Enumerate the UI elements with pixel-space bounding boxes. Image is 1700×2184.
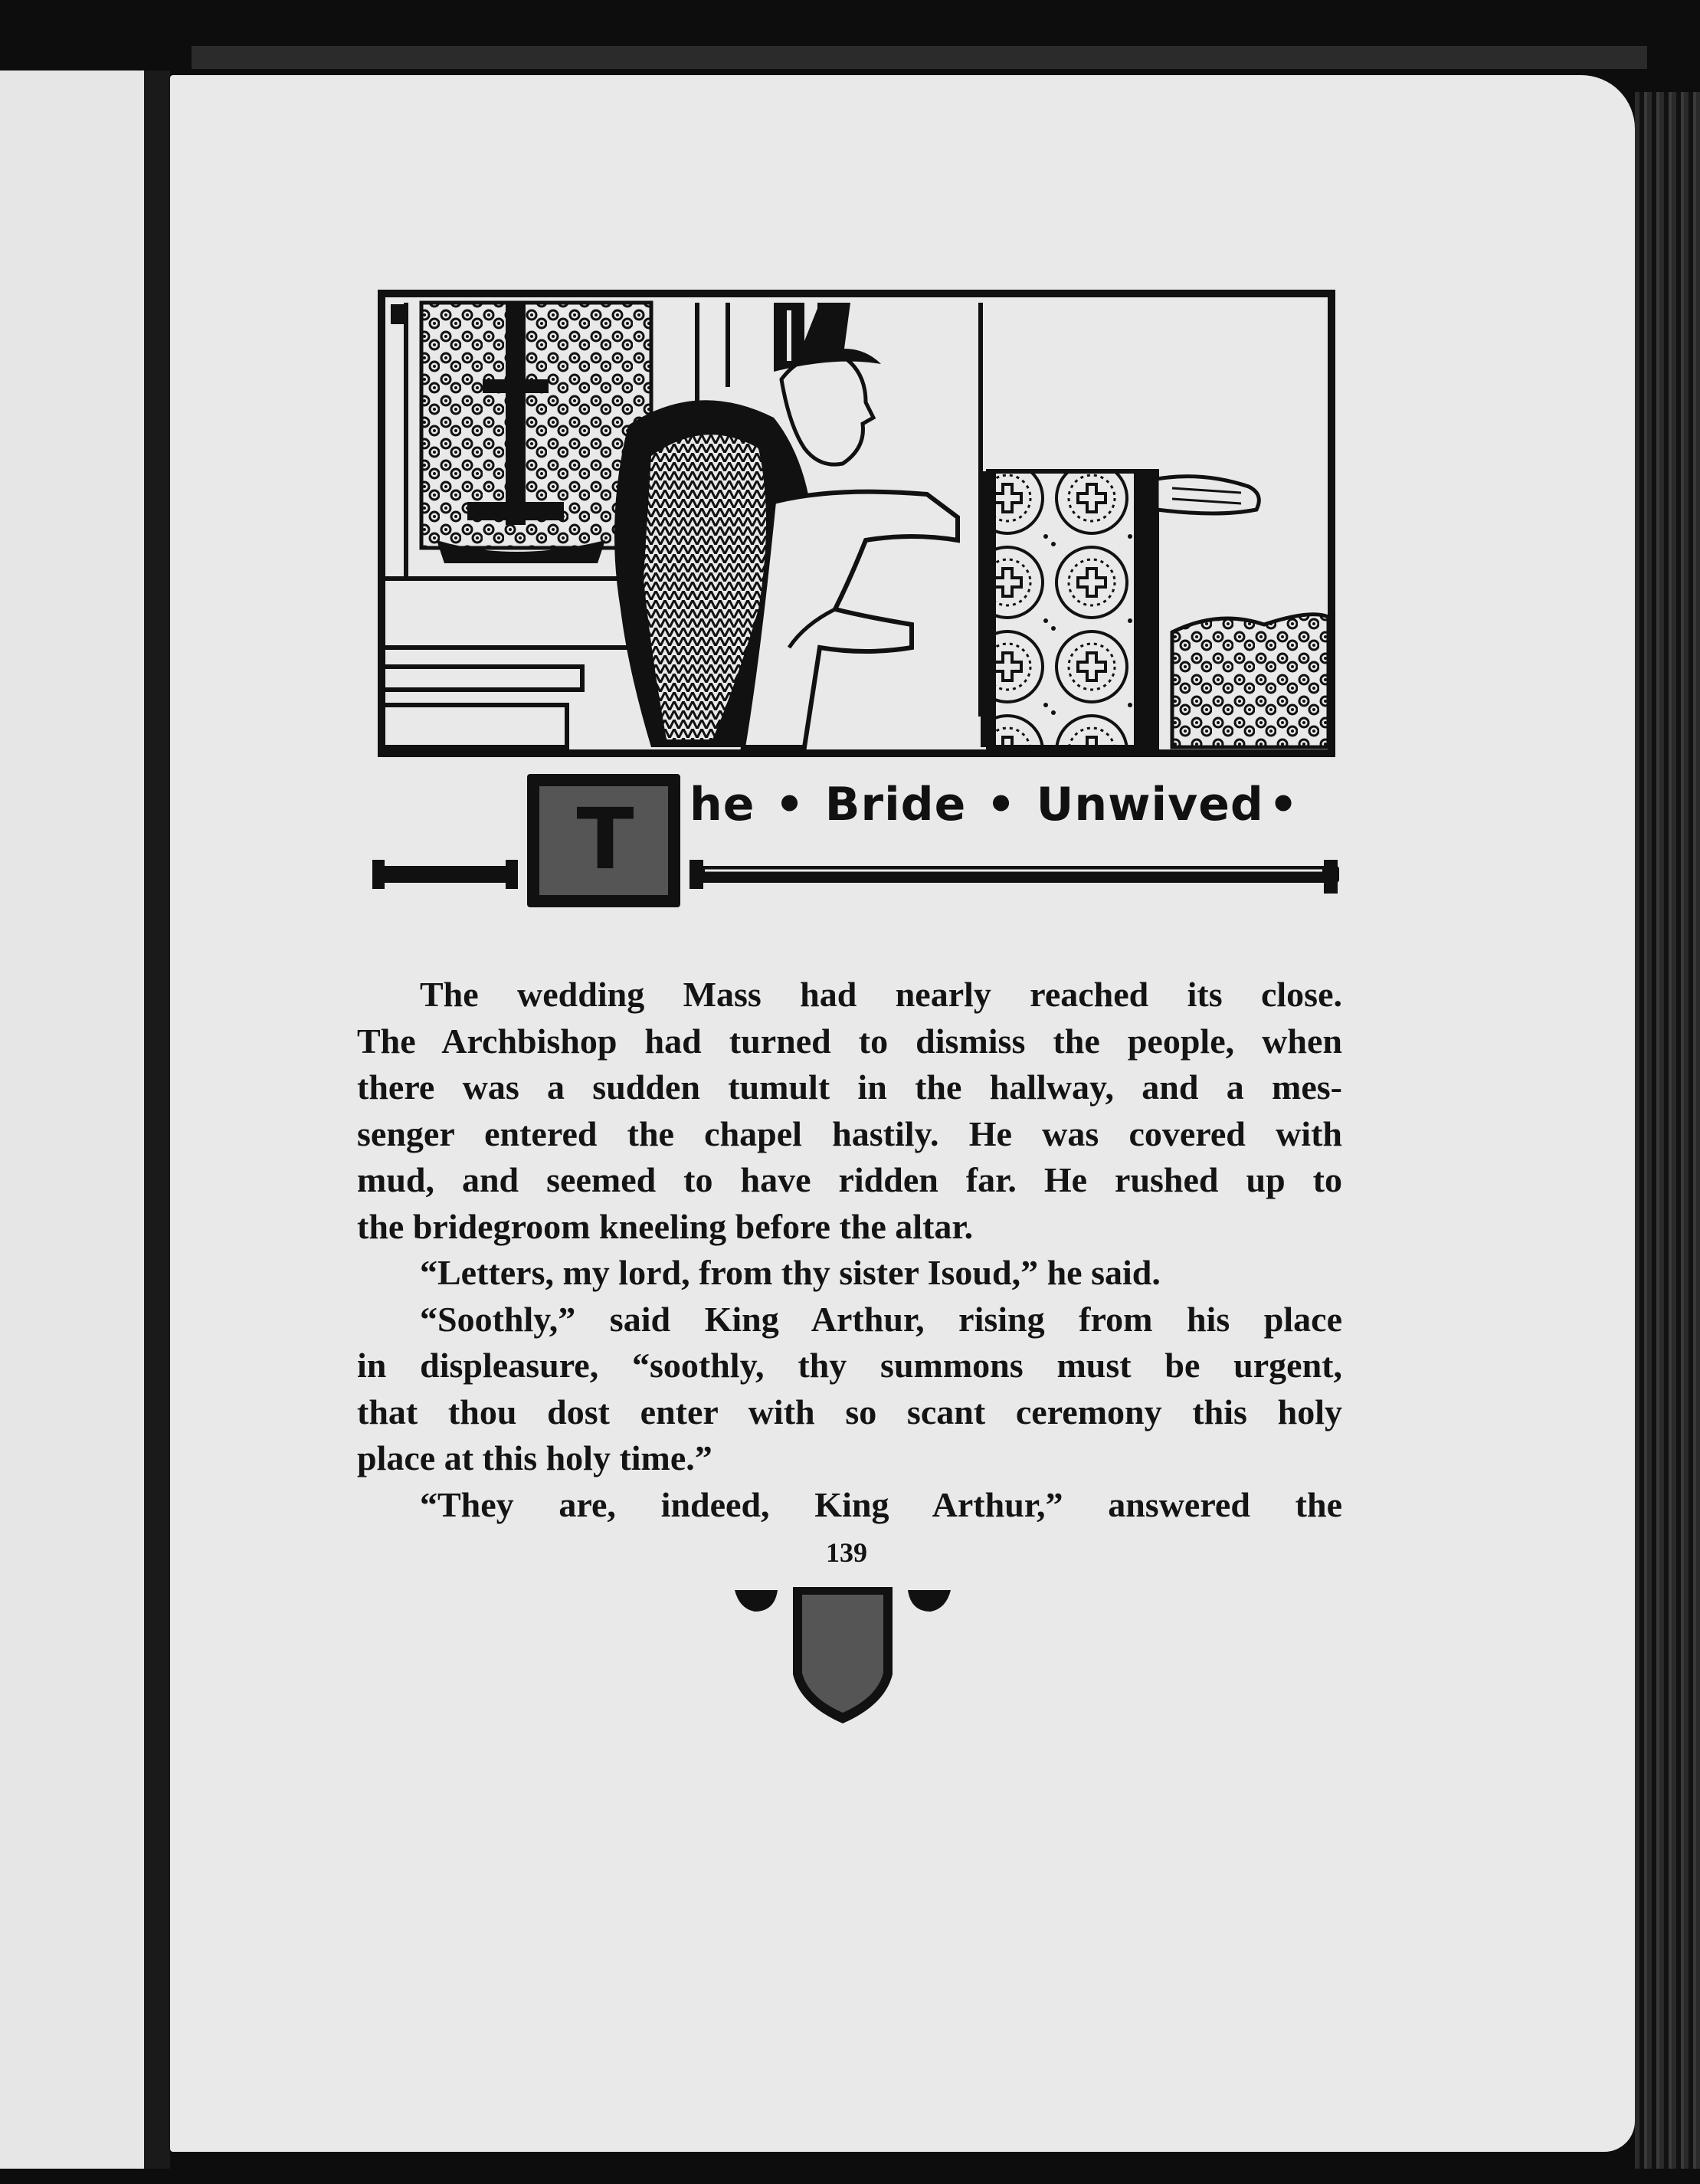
text-line: senger entered the chapel hastily. He was covered with (357, 1113, 1342, 1153)
text-line: that thou dost enter with so scant ceremony this holy (357, 1392, 1342, 1431)
tailpiece-ornament (732, 1582, 954, 1728)
headpiece-illustration (375, 287, 1338, 762)
chapter-title (689, 770, 1348, 839)
paragraph-last-line (357, 1204, 1342, 1251)
archbishop-altar-illustration (375, 287, 1338, 762)
book-gutter (144, 71, 170, 2169)
paragraph (357, 1250, 1342, 1297)
title-separator: • (775, 778, 805, 831)
text-line: “Soothly,” said King Arthur, rising from his place (420, 1299, 1342, 1339)
title-separator: • (1268, 778, 1299, 831)
left-page-edge (0, 71, 144, 2169)
paragraph (357, 1297, 1342, 1436)
body-text (357, 972, 1342, 1528)
title-word-unwived: Unwived (1036, 778, 1264, 831)
text-line: there was a sudden tumult in the hallway, and a mes- (357, 1067, 1342, 1107)
title-word-bride: Bride (824, 778, 967, 831)
text-line: place at this holy time.” (357, 1438, 712, 1477)
title-separator: • (986, 778, 1017, 831)
text-line: in displeasure, “soothly, thy summons must be urgent, (357, 1346, 1342, 1385)
text-line: The Archbishop had turned to dismiss the people, when (357, 1021, 1342, 1061)
text-line: “Letters, my lord, from thy sister Isoud,” he said. (420, 1253, 1161, 1292)
shield-ornament (732, 1582, 954, 1728)
page-number: 139 (826, 1537, 867, 1568)
book-top-edge (192, 46, 1647, 69)
text-line: the bridegroom kneeling before the altar. (357, 1206, 974, 1246)
text-line: mud, and seemed to have ridden far. He rushed up to (357, 1160, 1342, 1199)
paragraph (357, 1482, 1342, 1529)
drop-initial: T (576, 790, 634, 888)
paragraph (357, 972, 1342, 1204)
paragraph-last-line (357, 1435, 1342, 1482)
text-line: “They are, indeed, King Arthur,” answered the (420, 1484, 1342, 1524)
title-rest: he (689, 778, 755, 831)
book-fore-edge (1635, 92, 1700, 2169)
text-line: The wedding Mass had nearly reached its close. (420, 975, 1342, 1014)
